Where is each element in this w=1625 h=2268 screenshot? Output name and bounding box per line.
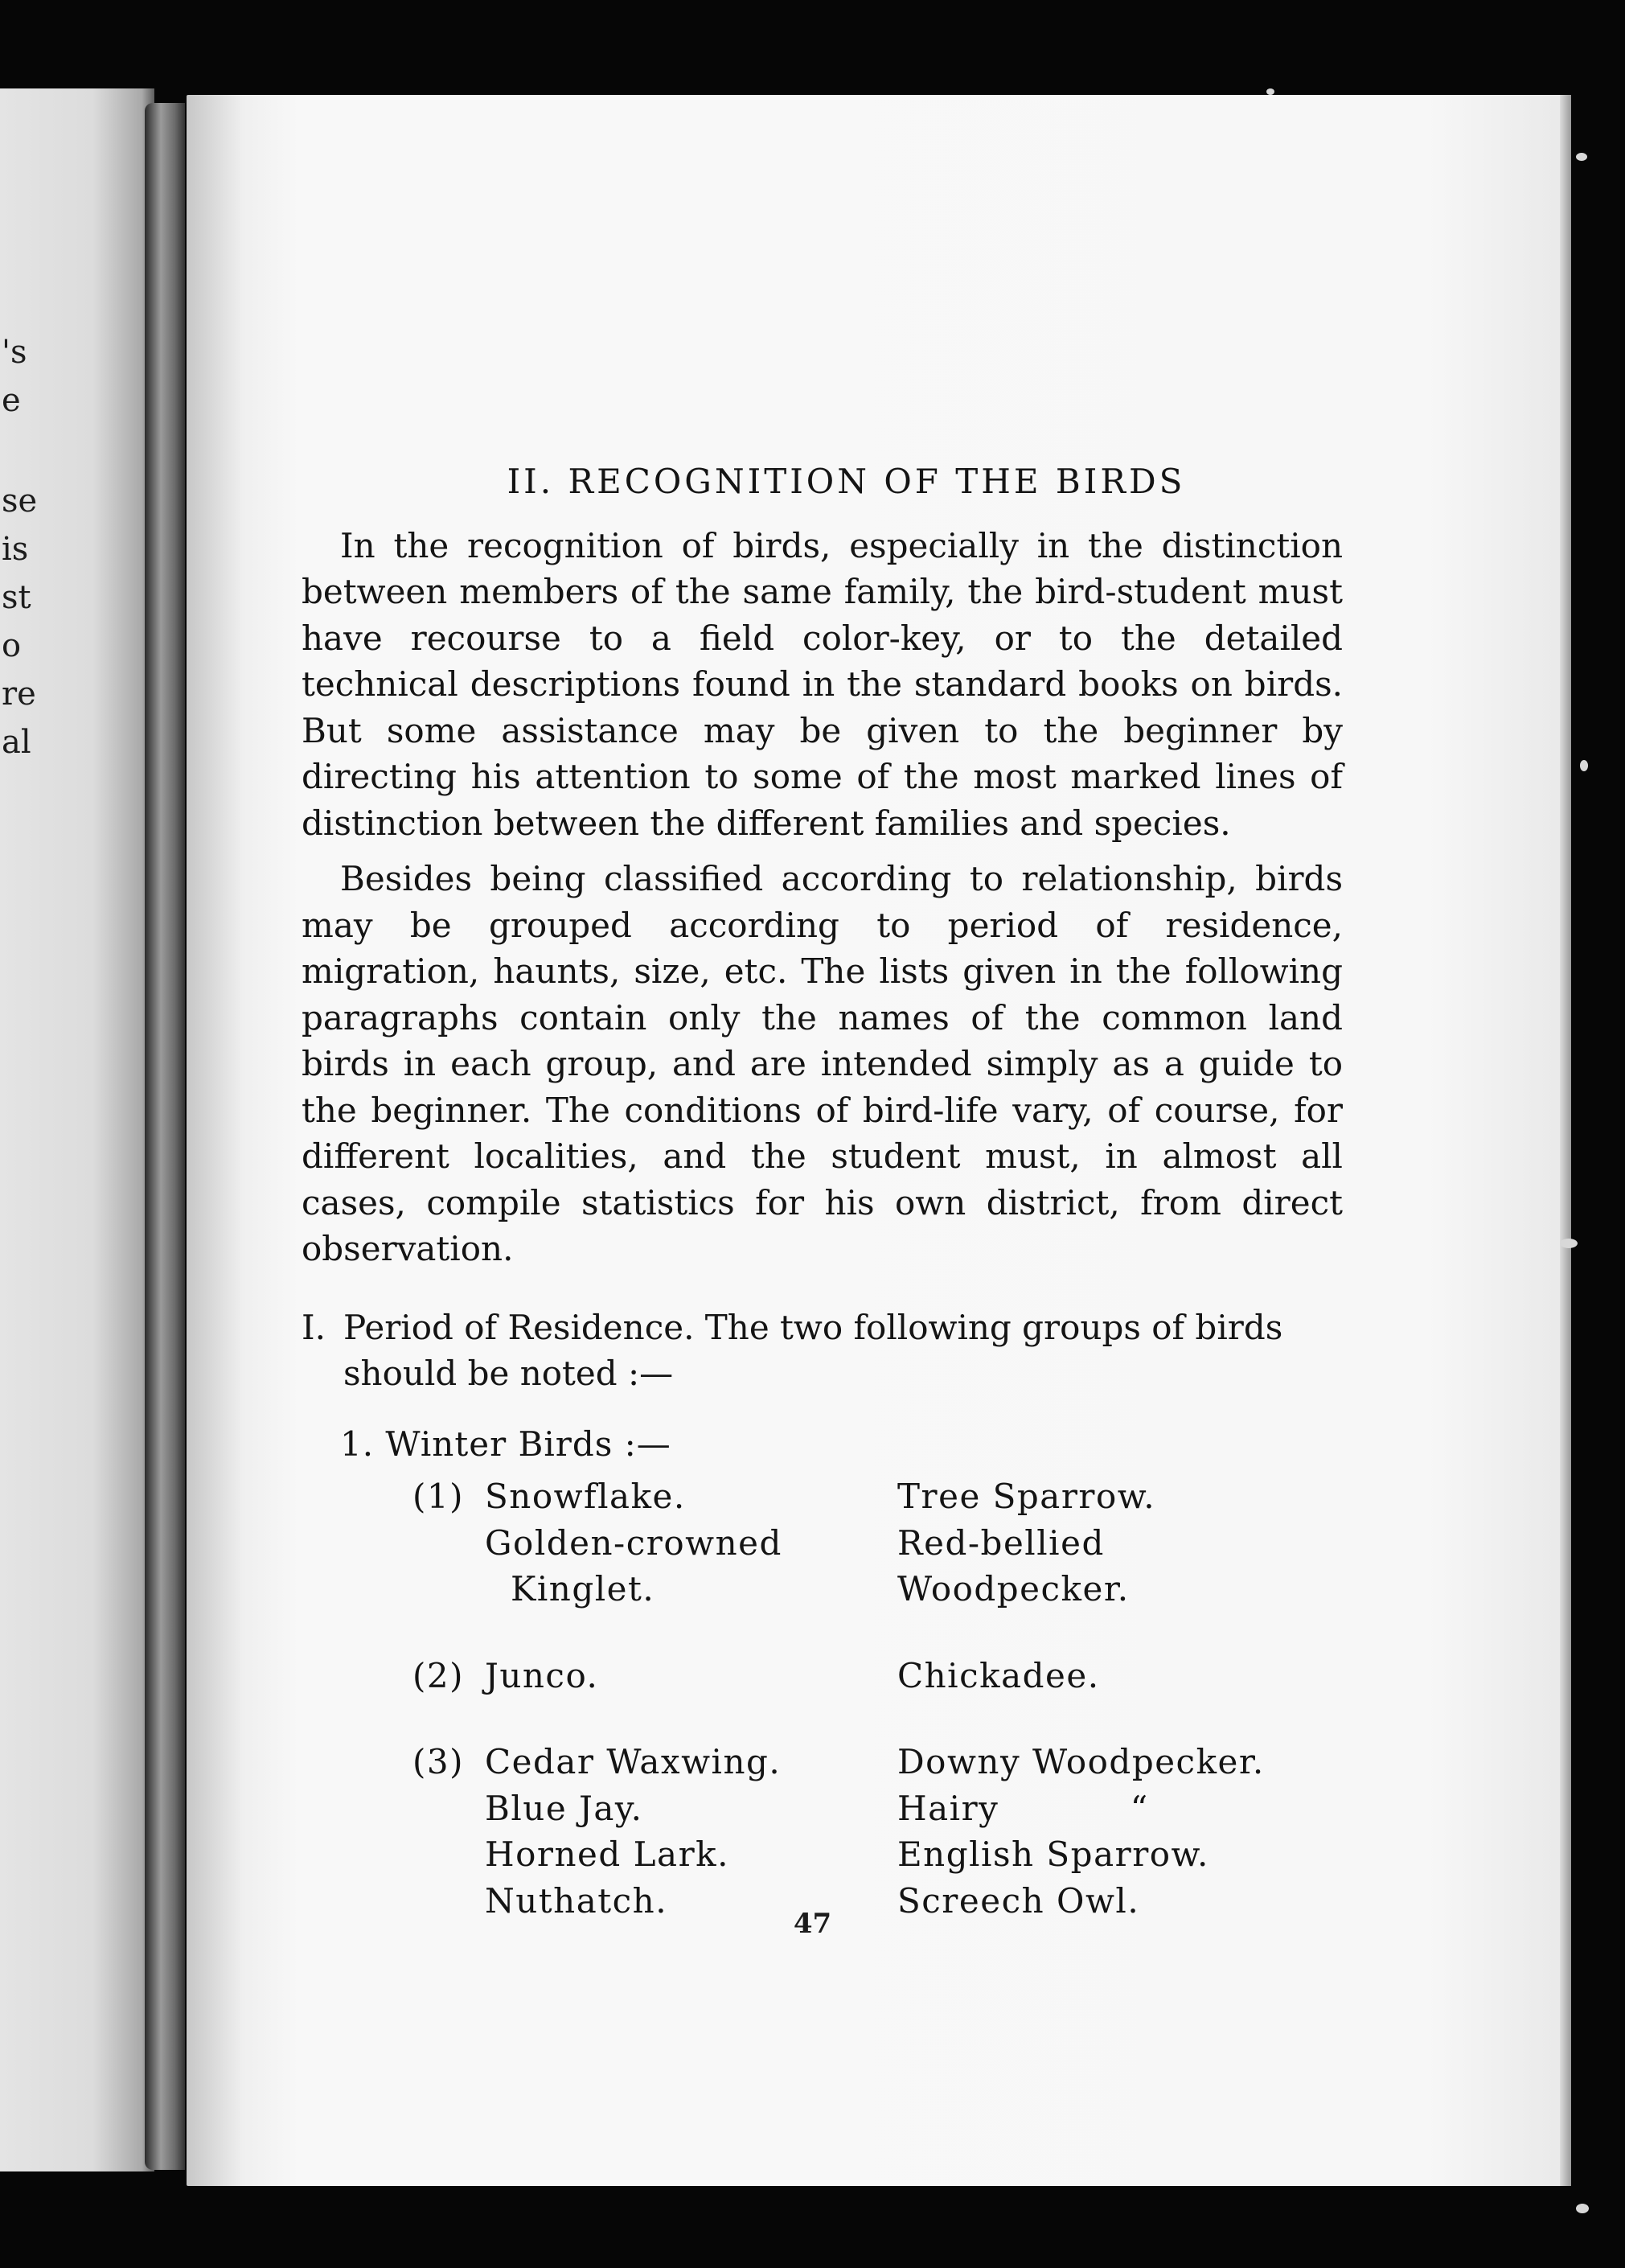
group-right-column: [897, 1473, 1343, 1613]
chapter-heading: II. RECOGNITION OF THE BIRDS: [507, 462, 1186, 501]
bird-name: Tree Sparrow.: [897, 1477, 1156, 1516]
group-right-column: [897, 1653, 1343, 1699]
page-edge: [1560, 95, 1571, 2186]
paragraph: Besides being classified according to relationship, birds may be grouped according to period of residence, migration, haunts, size, etc. The lists given in the following paragraphs contain only the names of the common land birds in each group, and are intended simply as a guide to the beginner. The conditions of bird-life vary, of course, for different localities, and the student must, in almost all cases, compile statistics for his own district, from direct observation.: [302, 859, 1343, 1268]
left-page-fragment: o: [2, 627, 22, 664]
bird-group: [412, 1739, 1343, 1924]
book-spine: [145, 103, 185, 2170]
bird-name: Snowflake.: [485, 1477, 686, 1516]
section-number: I.: [302, 1307, 326, 1347]
bird-name: Hairy “: [897, 1788, 1149, 1828]
section-text: Period of Residence. The two following groups of birds should be noted :—: [343, 1307, 1283, 1393]
group-right-column: [897, 1739, 1343, 1924]
group-number: (2): [412, 1655, 464, 1695]
bird-name: Junco.: [485, 1655, 599, 1695]
left-page-fragment: se: [2, 483, 38, 520]
bird-name: Chickadee.: [897, 1655, 1100, 1695]
left-page-fragment: al: [2, 724, 31, 761]
group-left-column: [485, 1473, 897, 1613]
bird-name: Blue Jay.: [485, 1788, 643, 1828]
dust-speck: [1266, 88, 1274, 95]
dust-speck: [1576, 153, 1587, 161]
left-page-fragment: re: [2, 676, 36, 713]
bird-name: Golden-crowned: [485, 1522, 782, 1563]
page-content: [302, 458, 1343, 1924]
bird-group: [412, 1473, 1343, 1613]
left-page: [0, 88, 154, 2171]
bird-name: Horned Lark.: [485, 1835, 729, 1874]
page-number: 47: [793, 1908, 832, 1940]
bird-group: [412, 1653, 1343, 1699]
bird-name: Kinglet.: [511, 1569, 655, 1609]
left-page-fragment: st: [2, 579, 31, 616]
group-number: (1): [412, 1477, 464, 1516]
bird-name: Cedar Waxwing.: [485, 1742, 782, 1781]
group-number: (3): [412, 1742, 464, 1781]
bird-name: Screech Owl.: [897, 1880, 1140, 1921]
dust-speck: [1560, 1239, 1578, 1248]
bird-name: Red-bellied Woodpecker.: [897, 1522, 1130, 1609]
group-left-column: [485, 1739, 897, 1924]
section-heading: [302, 1305, 1343, 1397]
left-page-fragment: e: [2, 382, 21, 419]
bird-name: English Sparrow.: [897, 1835, 1209, 1874]
dust-speck: [1580, 760, 1588, 771]
left-page-fragment: is: [2, 531, 29, 568]
paragraph: In the recognition of birds, especially in the distinction between members of the same family, the bird-student must have recourse to a field color-key, or to the detailed technical descriptions found in the standard books on birds. But some assistance may be given to the beginner by directing his attention to some of the most marked lines of distinction between the different families and species.: [302, 525, 1343, 843]
left-page-fragment: 's: [2, 334, 27, 371]
subsection-heading: 1. Winter Birds :—: [340, 1424, 671, 1464]
bird-name: Downy Woodpecker.: [897, 1742, 1265, 1781]
group-left-column: [485, 1653, 897, 1699]
bird-name: Nuthatch.: [485, 1880, 668, 1921]
dust-speck: [1576, 2204, 1589, 2213]
